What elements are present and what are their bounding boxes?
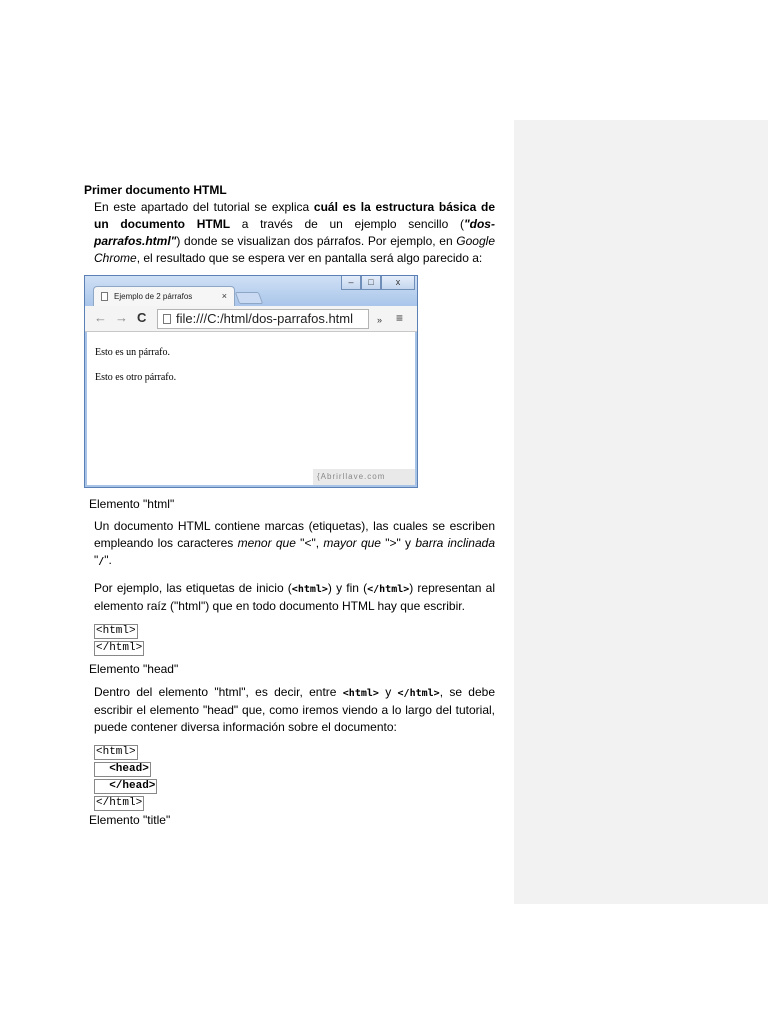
address-bar xyxy=(157,309,369,329)
url-text: file:///C:/html/dos-parrafos.html xyxy=(176,311,353,326)
italic-text: mayor que xyxy=(323,536,381,550)
italic-text: barra inclinada xyxy=(415,536,496,550)
file-name: "dos-parrafos.html" xyxy=(94,217,495,248)
back-icon: ← xyxy=(94,310,107,325)
code-text: </html> xyxy=(367,584,410,595)
code-text: <html> xyxy=(291,584,328,595)
close-icon: × xyxy=(221,291,227,301)
maximize-icon: □ xyxy=(361,276,381,290)
code-example-html xyxy=(94,624,144,656)
code-line: </html> xyxy=(96,642,143,654)
reload-icon: C xyxy=(137,310,147,325)
text: " xyxy=(94,553,99,567)
code-line: <html> xyxy=(96,746,136,758)
text: a través de un ejemplo sencillo ( xyxy=(230,217,464,231)
browser-screenshot xyxy=(84,275,418,488)
browser-toolbar xyxy=(85,306,417,332)
close-window-icon: x xyxy=(381,276,415,290)
new-tab-icon xyxy=(235,292,263,304)
intro-paragraph xyxy=(94,199,495,267)
italic-text: menor que xyxy=(237,536,296,550)
section-title-title: Elemento "title" xyxy=(89,813,171,827)
forward-icon: → xyxy=(115,310,128,325)
html-paragraph-1 xyxy=(94,518,495,570)
page-icon xyxy=(163,314,171,324)
code-line: </head> xyxy=(96,780,156,792)
text: y xyxy=(378,685,398,699)
page-icon xyxy=(101,292,108,301)
section-title-html: Elemento "html" xyxy=(89,497,175,511)
html-paragraph-2 xyxy=(94,580,495,615)
head-paragraph-1 xyxy=(94,684,495,736)
text: Un documento HTML contiene marcas (etiquetas), las cuales se escriben empleando los caracteres xyxy=(94,519,495,550)
code-text: <html> xyxy=(342,688,379,699)
comment-pane xyxy=(514,120,768,904)
window-controls xyxy=(341,276,415,292)
code-line: <html> xyxy=(96,625,136,637)
section-title-head: Elemento "head" xyxy=(89,662,179,676)
text: ) donde se visualizan dos párrafos. Por ejemplo, en xyxy=(176,234,457,248)
code-example-head xyxy=(94,745,157,811)
text: ". xyxy=(104,553,112,567)
more-icon: » xyxy=(377,315,383,325)
text: Dentro del elemento "html", es decir, entre xyxy=(94,685,343,699)
text: ) representan al elemento raíz ("html") que en todo documento HTML hay que escribir. xyxy=(94,581,495,613)
menu-icon: ≡ xyxy=(396,311,404,325)
bold-text: cuál es la estructura básica de un documento HTML xyxy=(94,200,495,231)
browser-viewport xyxy=(85,332,417,487)
text: ">" y xyxy=(380,536,416,550)
tab-title: Ejemplo de 2 párrafos xyxy=(114,292,193,301)
rendered-paragraph: Esto es otro párrafo. xyxy=(95,372,177,383)
section-heading: Primer documento HTML xyxy=(84,183,227,197)
code-text: </html> xyxy=(397,688,440,699)
watermark: {Abrirllave.com xyxy=(313,469,415,485)
text: "<", xyxy=(295,536,324,550)
text: ) y fin ( xyxy=(327,581,368,595)
code-line: <head> xyxy=(96,763,149,775)
text: , el resultado que se espera ver en pantalla será algo parecido a: xyxy=(136,251,483,265)
minimize-icon: – xyxy=(341,276,361,290)
text: Por ejemplo, las etiquetas de inicio ( xyxy=(94,581,292,595)
italic-text: Google Chrome xyxy=(94,234,495,265)
code-line: </html> xyxy=(96,797,143,809)
text: En este apartado del tutorial se explica xyxy=(94,200,314,214)
code-text: / xyxy=(98,556,105,567)
text: , se debe escribir el elemento "head" que, como iremos viendo a lo largo del tutorial, puede contener diversa información sobre el documento: xyxy=(94,685,496,734)
browser-tab xyxy=(93,286,235,306)
rendered-paragraph: Esto es un párrafo. xyxy=(95,347,170,358)
browser-titlebar xyxy=(85,276,417,306)
